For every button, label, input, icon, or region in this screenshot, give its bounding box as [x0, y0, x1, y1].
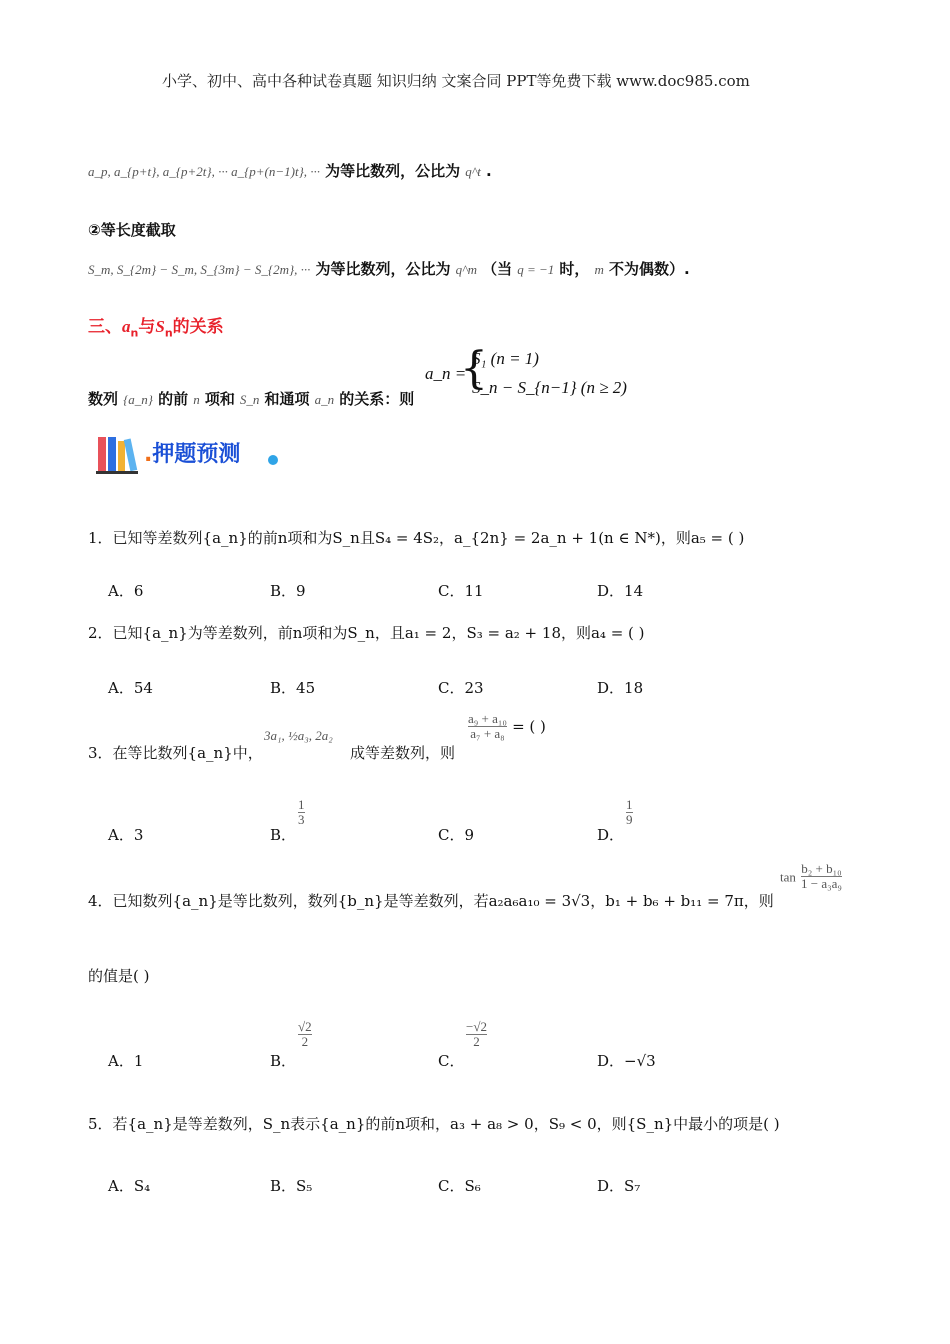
q2-option-d: D．18 — [597, 679, 644, 697]
title-s-sub: n — [164, 326, 173, 340]
question-4 — [88, 890, 774, 911]
q4-option-d: D．−√3 — [597, 1052, 656, 1070]
ratio-qt: q^t — [465, 164, 481, 179]
q5-num: 5． — [88, 1115, 113, 1133]
q5-option-b: B．S₅ — [270, 1177, 313, 1195]
title-prefix: 三、 — [88, 317, 122, 337]
equal-length-title: ②等长度截取 — [88, 221, 176, 239]
an-sn-relation-line — [88, 388, 414, 409]
page-header: 小学、初中、高中各种试卷真题 知识归纳 文案合同 PPT等免费下载 www.doc985.com — [162, 72, 750, 90]
banner-dot-icon — [268, 455, 278, 465]
title-a: a — [122, 317, 131, 336]
q3-text-c: 成等差数列，则 — [350, 744, 456, 762]
q4-option-a: A．1 — [108, 1052, 144, 1070]
desc3: 项和 — [204, 390, 235, 408]
formula-case-1: S₁ (n = 1) — [472, 349, 539, 368]
q4-text-a: 已知数列{a_n}是等比数列，数列{b_n}是等差数列，若a₂a₆a₁₀ = 3√3，b₁ + b₆ + b₁₁ = 7π，则 — [112, 892, 774, 910]
q2-num: 2． — [88, 624, 113, 642]
partial-sum-formula: S_m, S_{2m} − S_m, S_{3m} − S_{2m}, ··· — [88, 262, 311, 277]
subsequence-formula: a_p, a_{p+t}, a_{p+2t}, ··· a_{p+(n−1)t}, ··· — [88, 164, 321, 179]
q4-tan-expression — [780, 862, 842, 892]
title-a-sub: n — [130, 326, 139, 340]
q2-option-a: A．54 — [108, 679, 153, 697]
q3-frac-den: a₇ + a₈ — [470, 726, 505, 742]
q3-option-a: A．3 — [108, 826, 144, 844]
desc5: 的关系：则 — [339, 390, 415, 408]
cond-when: 时， — [559, 260, 590, 278]
desc-seq: {a_n} — [123, 392, 154, 407]
q3-paren: = ( ) — [512, 717, 546, 736]
cond-q: q = −1 — [517, 262, 555, 277]
q4-option-c-frac: $\frac{-√2}{2}$ — [466, 1019, 487, 1050]
q2-text: 已知{a_n}为等差数列，前n项和为S_n，且a₁ = 2，S₃ = a₂ + 18，则a₄ = ( ) — [112, 624, 645, 642]
prediction-banner — [96, 433, 286, 475]
left-brace: { — [460, 343, 488, 394]
q1-option-a: A．6 — [108, 582, 144, 600]
q4-tan-den: 1 − a₃a₉ — [800, 876, 842, 892]
q5-option-a: A．S₄ — [108, 1177, 151, 1195]
subsequence-desc: 为等比数列，公比为 — [325, 162, 461, 180]
q3-option-d: D． — [597, 826, 625, 844]
q4-option-b-frac: $\frac{√2}{2}$ — [298, 1019, 312, 1050]
q1-option-d: D．14 — [597, 582, 644, 600]
q3-fraction — [468, 712, 546, 742]
q4-text-b: 的值是( ) — [88, 967, 150, 985]
q2-option-c: C．23 — [438, 679, 484, 697]
title-mid: 与 — [138, 317, 156, 337]
books-icon — [96, 433, 150, 475]
question-1 — [88, 527, 744, 548]
desc1: 数列 — [88, 390, 119, 408]
q1-num: 1． — [88, 529, 113, 547]
desc2: 的前 — [158, 390, 189, 408]
question-3 — [88, 742, 263, 763]
q4-option-c: C． — [438, 1052, 465, 1070]
question-5 — [88, 1113, 780, 1134]
q2-option-b: B．45 — [270, 679, 316, 697]
q3-option-b: B． — [270, 826, 297, 844]
desc4: 和通项 — [264, 390, 310, 408]
q1-option-c: C．11 — [438, 582, 484, 600]
q3-frac-num: a₉ + a₁₀ — [468, 711, 507, 726]
q3-terms: 3a₁, ½a₃, 2a₂ — [264, 728, 333, 743]
q4-tan-num: b₂ + b₁₀ — [801, 861, 842, 876]
cond-open: （当 — [482, 260, 513, 278]
q4-tan: tan — [780, 869, 796, 885]
formula-lhs: a_n = — [425, 364, 467, 383]
desc-n: n — [193, 392, 200, 407]
section-three-title — [88, 312, 224, 339]
cond-end: 不为偶数）. — [608, 260, 690, 278]
q5-text: 若{a_n}是等差数列，S_n表示{a_n}的前n项和，a₃ + a₈ > 0，S₉ < 0，则{S_n}中最小的项是( ) — [112, 1115, 780, 1133]
q4-num: 4． — [88, 892, 113, 910]
formula-case-2: S_n − S_{n−1} (n ≥ 2) — [472, 378, 627, 397]
q3-text-a: 在等比数列{a_n}中， — [112, 744, 263, 762]
question-2 — [88, 622, 645, 643]
desc-sn: S_n — [239, 392, 260, 407]
title-end: 的关系 — [172, 317, 224, 337]
q3-option-d-frac: $\frac{1}{9}$ — [626, 797, 633, 828]
q3-num: 3． — [88, 744, 113, 762]
cond-m: m — [594, 262, 604, 277]
ratio-qm: q^m — [455, 262, 478, 277]
period: . — [485, 162, 492, 180]
q5-option-c: C．S₆ — [438, 1177, 481, 1195]
title-s: S — [155, 317, 165, 336]
partial-sum-desc: 为等比数列，公比为 — [315, 260, 451, 278]
geometric-subsequence-line — [88, 160, 492, 181]
banner-label: .押题预测 — [144, 442, 241, 467]
equal-length-line — [88, 258, 690, 279]
desc-an: a_n — [314, 392, 335, 407]
q1-option-b: B．9 — [270, 582, 306, 600]
q3-option-c: C．9 — [438, 826, 475, 844]
q3-option-b-frac: $\frac{1}{3}$ — [298, 797, 305, 828]
q5-option-d: D．S₇ — [597, 1177, 641, 1195]
q4-option-b: B． — [270, 1052, 297, 1070]
q1-text: 已知等差数列{a_n}的前n项和为S_n且S₄ = 4S₂，a_{2n} = 2a_n + 1(n ∈ N*)，则a₅ = ( ) — [112, 529, 745, 547]
